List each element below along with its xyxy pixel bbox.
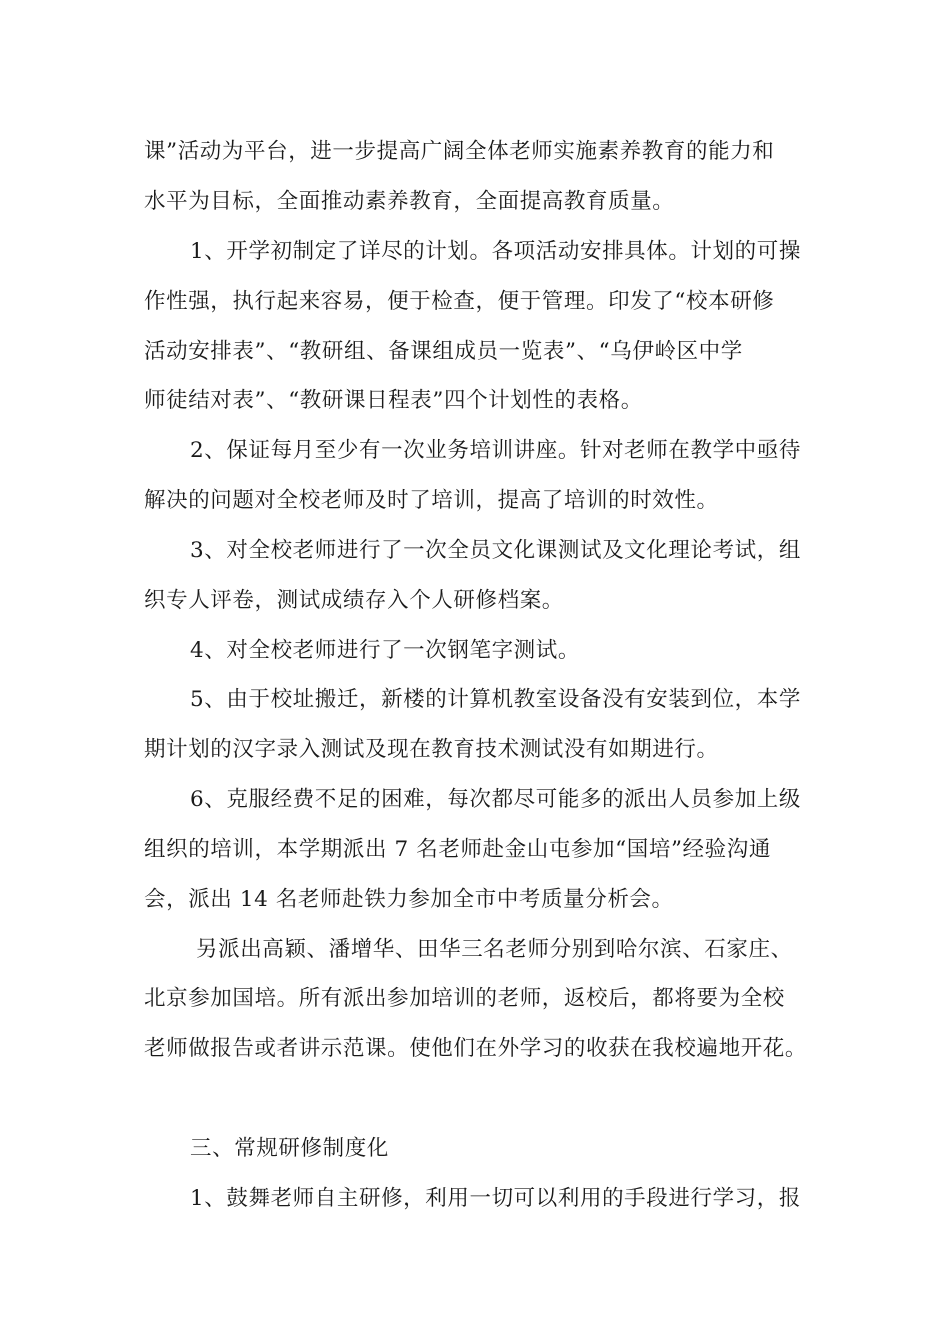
section-heading: 三、常规研修制度化 xyxy=(190,1136,389,1161)
list-item-3-line: 3、对全校老师进行了一次全员文化课测试及文化理论考试，组 xyxy=(190,538,801,563)
list-item-1-line: 1、开学初制定了详尽的计划。各项活动安排具体。计划的可操 xyxy=(190,239,801,264)
paragraph-line: 解决的问题对全校老师及时了培训，提高了培训的时效性。 xyxy=(144,488,719,513)
list-item-5-line: 5、由于校址搬迁，新楼的计算机教室设备没有安装到位，本学 xyxy=(190,687,801,712)
paragraph-line: 北京参加国培。所有派出参加培训的老师，返校后，都将要为全校 xyxy=(144,986,785,1011)
paragraph-line: 会，派出 14 名老师赴铁力参加全市中考质量分析会。 xyxy=(144,887,674,912)
paragraph-line: 师徒结对表”、“教研课日程表”四个计划性的表格。 xyxy=(144,388,643,413)
list-item-4-line: 4、对全校老师进行了一次钢笔字测试。 xyxy=(190,638,580,663)
paragraph-line: 活动安排表”、“教研组、备课组成员一览表”、“乌伊岭区中学 xyxy=(144,339,743,364)
paragraph-line: 老师做报告或者讲示范课。使他们在外学习的收获在我校遍地开花。 xyxy=(144,1036,808,1061)
paragraph-line: 作性强，执行起来容易，便于检查，便于管理。印发了“校本研修 xyxy=(144,289,775,314)
paragraph-line: 期计划的汉字录入测试及现在教育技术测试没有如期进行。 xyxy=(144,737,719,762)
paragraph-line: 课”活动为平台，进一步提高广阔全体老师实施素养教育的能力和 xyxy=(144,139,775,164)
paragraph-line: 组织的培训，本学期派出 7 名老师赴金山屯参加“国培”经验沟通 xyxy=(144,837,771,862)
paragraph-line: 另派出高颖、潘增华、田华三名老师分别到哈尔滨、石家庄、 xyxy=(196,937,793,962)
list-item-6-line: 6、克服经费不足的困难，每次都尽可能多的派出人员参加上级 xyxy=(190,787,801,812)
paragraph-line: 水平为目标，全面推动素养教育，全面提高教育质量。 xyxy=(144,189,675,214)
paragraph-line: 织专人评卷，测试成绩存入个人研修档案。 xyxy=(144,588,564,613)
list-item-1-line: 1、鼓舞老师自主研修，利用一切可以利用的手段进行学习，报 xyxy=(190,1186,801,1211)
list-item-2-line: 2、保证每月至少有一次业务培训讲座。针对老师在教学中亟待 xyxy=(190,438,801,463)
